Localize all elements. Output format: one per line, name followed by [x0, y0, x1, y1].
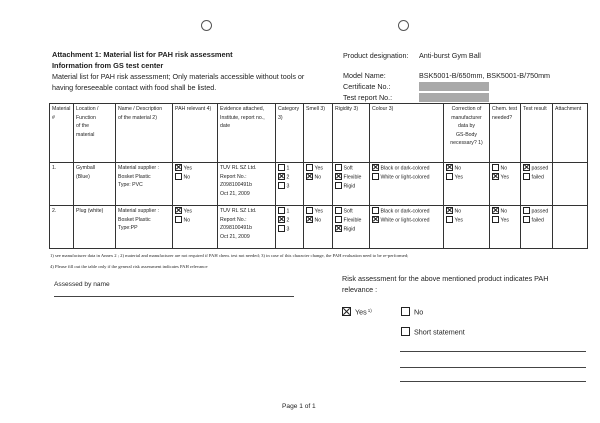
checkbox-option [335, 173, 367, 182]
checkbox-option [335, 164, 367, 173]
attachment-cell [553, 206, 588, 249]
checkbox-label: failed [531, 217, 544, 224]
test-result-cell [521, 206, 553, 249]
col-header: PAH relevant 4) [173, 104, 218, 163]
checkbox-label: Yes [500, 174, 509, 181]
checkbox-label: Flexible [343, 217, 362, 224]
checkbox-icon [335, 216, 342, 223]
product-label: Product designation: [343, 51, 409, 60]
checkbox-label: Soft [343, 165, 353, 172]
checkbox-option [523, 173, 550, 182]
checkbox-label: Yes [500, 217, 509, 224]
checkbox-label: Black or dark-colored [380, 208, 430, 215]
checkbox-icon [306, 207, 313, 214]
colour-cell [370, 206, 444, 249]
name-cell: Material supplier : Bosket Plastic Type: PVC [116, 163, 173, 206]
evidence-cell: TUV RL SZ Ltd. Report No.: Z098100491b Oct 21, 2009 [218, 163, 276, 206]
checkbox-label: 2 [286, 217, 290, 224]
checked-box-icon [372, 164, 379, 171]
checkbox-option [306, 216, 330, 225]
checkbox-option [175, 164, 215, 173]
checkbox-label: No [454, 208, 462, 215]
checkbox-option [523, 207, 550, 216]
table-header-row [50, 104, 588, 163]
checkbox-icon [335, 182, 342, 189]
checkbox-label: White or light-colored [380, 217, 430, 224]
checkbox-label: Flexible [343, 174, 362, 181]
pah-cell [173, 206, 218, 249]
checked-box-icon [342, 307, 351, 316]
checkbox-option [372, 164, 441, 173]
model-value: BSK5001-B/650mm, BSK5001-B/750mm [419, 71, 551, 80]
checkbox-icon [523, 173, 530, 180]
checked-box-icon [492, 207, 499, 214]
checkbox-option [372, 207, 441, 216]
col-header: Smell 3) [304, 104, 333, 163]
material-number: 1. [50, 163, 74, 206]
checkbox-option [523, 164, 550, 173]
checkbox-icon [401, 327, 410, 336]
risk-assessment-line-1: Risk assessment for the above mentioned product indicates PAH [342, 274, 549, 283]
checkbox-label: Soft [343, 208, 353, 215]
checkbox-icon [523, 207, 530, 214]
location-cell: Plug (white) [74, 206, 116, 249]
checkbox-icon [446, 173, 453, 180]
checkbox-icon [278, 182, 285, 189]
risk-yes-option [342, 307, 372, 317]
checked-box-icon [278, 216, 285, 223]
checkbox-label: Black or dark-colored [380, 165, 430, 172]
location-cell: Gymball (Blue) [74, 163, 116, 206]
checkbox-label: Rigid [343, 183, 356, 190]
checkbox-label: 1 [286, 208, 290, 215]
checkbox-option [306, 164, 330, 173]
checkbox-option [306, 207, 330, 216]
checkbox-option [278, 182, 301, 191]
checkbox-option [278, 225, 301, 234]
material-table [49, 103, 588, 249]
checkbox-icon [335, 164, 342, 171]
checkbox-option [278, 173, 301, 182]
checkbox-label: 1 [286, 165, 290, 172]
statement-line [400, 351, 586, 352]
checkbox-option [335, 225, 367, 234]
redacted-certificate [419, 82, 489, 91]
checked-box-icon [335, 173, 342, 180]
checked-box-icon [306, 173, 313, 180]
rigidity-cell [333, 163, 370, 206]
checked-box-icon [372, 216, 379, 223]
col-header: Name / Description of the material 2) [116, 104, 173, 163]
checkbox-icon [306, 164, 313, 171]
checkbox-option [372, 173, 441, 182]
checkbox-option [492, 207, 518, 216]
test-result-cell [521, 163, 553, 206]
checked-box-icon [175, 164, 182, 171]
col-header: Rigidity 3) [333, 104, 370, 163]
page-number: Page 1 of 1 [282, 403, 316, 410]
checkbox-label: passed [531, 208, 549, 215]
checkbox-icon [401, 307, 410, 316]
doc-title: Attachment 1: Material list for PAH risk assessment [52, 50, 233, 59]
risk-assessment-line-2: relevance : [342, 285, 378, 294]
checkbox-icon [492, 216, 499, 223]
checkbox-option [492, 164, 518, 173]
checkbox-option [335, 216, 367, 225]
smell-cell [304, 163, 333, 206]
punch-hole [201, 20, 212, 31]
checkbox-option [372, 216, 441, 225]
col-header: Category 3) [276, 104, 304, 163]
checkbox-label: Yes [454, 174, 463, 181]
pah-cell [173, 163, 218, 206]
checkbox-label: No [183, 217, 191, 224]
checkbox-option [278, 164, 301, 173]
checkbox-option [492, 173, 518, 182]
checkbox-option [492, 216, 518, 225]
checkbox-icon [278, 207, 285, 214]
col-header: Colour 3) [370, 104, 444, 163]
checkbox-label: Yes [454, 217, 463, 224]
doc-subtitle: Information from GS test center [52, 61, 164, 70]
checked-box-icon [492, 173, 499, 180]
name-cell: Material supplier : Bosket Plastic Type:PP [116, 206, 173, 249]
rigidity-cell [333, 206, 370, 249]
checked-box-icon [278, 173, 285, 180]
checkbox-label: 3 [286, 226, 290, 233]
checkbox-icon [446, 216, 453, 223]
checkbox-option [446, 216, 487, 225]
doc-description-2: having foreseeable contact with food shall be listed. [52, 83, 217, 92]
checkbox-option [175, 173, 215, 182]
checkbox-label: No [500, 208, 508, 215]
col-header: Location / Function of the material [74, 104, 116, 163]
checkbox-option [523, 216, 550, 225]
col-header: Correction of manufacturer data by GS-Body necessary? 1) [444, 104, 490, 163]
checkbox-option [335, 182, 367, 191]
checkbox-option [278, 207, 301, 216]
doc-description-1: Material list for PAH risk assessment; Only materials accessible without tools or [52, 72, 305, 81]
category-cell [276, 163, 304, 206]
checkbox-label: No [314, 217, 322, 224]
product-value: Anti-burst Gym Ball [419, 51, 481, 60]
redacted-report [419, 93, 489, 102]
checkbox-label: No [183, 174, 191, 181]
checked-box-icon [175, 207, 182, 214]
checkbox-label: Yes [314, 165, 323, 172]
checkbox-option [335, 207, 367, 216]
footnote-1: 1) see manufacturer data in Annex 2 ; 2) material and manufacturer are not required if PAH chem. test not needed; 3) in case of this character change, the PAH evaluation need to be re-performed; [50, 253, 409, 258]
checkbox-icon [523, 216, 530, 223]
checkbox-option [278, 216, 301, 225]
checkbox-label: No [500, 165, 508, 172]
col-header: Attachment [553, 104, 588, 163]
checkbox-label: 2 [286, 174, 290, 181]
checked-box-icon [335, 225, 342, 232]
risk-short-statement-option [401, 327, 465, 337]
table-row [50, 163, 588, 206]
checkbox-label: White or light-colored [380, 174, 430, 181]
footnote-2: 4) Please fill out the table only if the general risk assessment indicates PAH relevance [50, 264, 208, 269]
checkbox-icon [175, 216, 182, 223]
checkbox-label: Yes [183, 165, 192, 172]
category-cell [276, 206, 304, 249]
checked-box-icon [306, 216, 313, 223]
assessed-by-label: Assessed by name [54, 281, 110, 288]
risk-short-statement-label: Short statement [414, 327, 465, 337]
checkbox-label: failed [531, 174, 544, 181]
correction-cell [444, 206, 490, 249]
certificate-label: Certificate No.: [343, 82, 391, 91]
col-header: Chem. test needed? [490, 104, 521, 163]
checkbox-option [175, 207, 215, 216]
colour-cell [370, 163, 444, 206]
checkbox-option [175, 216, 215, 225]
checkbox-icon [175, 173, 182, 180]
checkbox-label: passed [531, 165, 549, 172]
model-label: Model Name: [343, 71, 386, 80]
checkbox-option [446, 164, 487, 173]
chem-test-cell [490, 206, 521, 249]
risk-no-label: No [414, 307, 424, 317]
checked-box-icon [446, 164, 453, 171]
checkbox-label: Yes [183, 208, 192, 215]
checkbox-label: Yes [314, 208, 323, 215]
statement-line [400, 367, 586, 368]
col-header: Material # [50, 104, 74, 163]
checked-box-icon [523, 164, 530, 171]
material-number: 2. [50, 206, 74, 249]
col-header: Evidence attached, Institute, report no., date [218, 104, 276, 163]
checkbox-icon [278, 164, 285, 171]
checked-box-icon [446, 207, 453, 214]
checkbox-label: 3 [286, 183, 290, 190]
checkbox-icon [335, 207, 342, 214]
punch-hole [398, 20, 409, 31]
checkbox-icon [372, 173, 379, 180]
checkbox-icon [278, 225, 285, 232]
checkbox-option [306, 173, 330, 182]
smell-cell [304, 206, 333, 249]
checkbox-label: No [314, 174, 322, 181]
test-report-label: Test report No.: [343, 93, 393, 102]
checkbox-label: Rigid [343, 226, 356, 233]
statement-line [400, 381, 586, 382]
checkbox-option [446, 173, 487, 182]
risk-no-option [401, 307, 423, 317]
col-header: Test result [521, 104, 553, 163]
table-row [50, 206, 588, 249]
assessed-by-line [54, 296, 294, 297]
evidence-cell: TUV RL SZ Ltd. Report No.: Z098100491b Oct 21, 2009 [218, 206, 276, 249]
checkbox-label: No [454, 165, 462, 172]
checkbox-option [446, 207, 487, 216]
checkbox-icon [492, 164, 499, 171]
correction-cell [444, 163, 490, 206]
risk-yes-label: Yes [355, 307, 367, 317]
attachment-cell [553, 163, 588, 206]
risk-yes-footnote: 1) [367, 307, 372, 313]
chem-test-cell [490, 163, 521, 206]
checkbox-icon [372, 207, 379, 214]
